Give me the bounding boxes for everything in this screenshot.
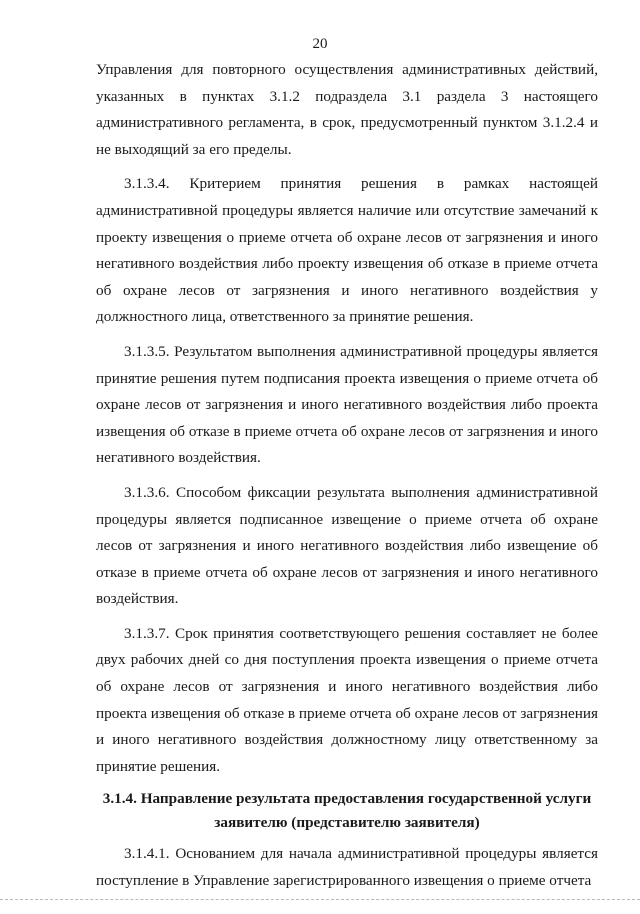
document-body <box>96 57 598 895</box>
paragraph-3-1-3-6: 3.1.3.6. Способом фиксации результата выполнения административной процедуры является подписанное извещение о приеме отчета об охране лесов от загрязнения и иного негативного воздействия либо извещение об отказе в приеме отчета об охране лесов от загрязнения и иного негативного воздействия. <box>96 483 598 608</box>
paragraph-3-1-3-4: 3.1.3.4. Критерием принятия решения в рамках настоящей административной процедуры является наличие или отсутствие замечаний к проекту извещения о приеме отчета об охране лесов от загрязнения и иного негативного воздействия либо проекту извещения об отказе в приеме отчета об охране лесов от загрязнения и иного негативного воздействия у должностного лица, ответственного за принятие решения. <box>96 175 598 326</box>
paragraph-3-1-3-7: 3.1.3.7. Срок принятия соответствующего решения составляет не более двух рабочих дней со дня поступления проекта извещения о приеме отчета об охране лесов от загрязнения и иного негативного воздействия либо проекта извещения об отказе в приеме отчета об охране лесов от загрязнения и иного негативного воздействия должностному лицу ответственному за принятие решения. <box>96 624 598 775</box>
scan-bottom-edge <box>0 899 640 900</box>
paragraph-3-1-4-1: 3.1.4.1. Основанием для начала административной процедуры является поступление в Управление зарегистрированного извещения о приеме отчета <box>96 845 598 890</box>
paragraph-continuation: Управления для повторного осуществления административных действий, указанных в пунктах 3.1.2 подраздела 3.1 раздела 3 настоящего административного регламента, в срок, предусмотренный пунктом 3.1.2.4 и не выходящий за его пределы. <box>96 61 598 158</box>
paragraph-3-1-3-5: 3.1.3.5. Результатом выполнения административной процедуры является принятие решения путем подписания проекта извещения о приеме отчета об охране лесов от загрязнения и иного негативного воздействия либо проекта извещения об отказе в приеме отчета об охране лесов от загрязнения и иного негативного воздействия. <box>96 342 598 467</box>
section-heading-3-1-4: 3.1.4. Направление результата предоставления государственной услуги заявителю (представителю заявителя) <box>102 790 592 832</box>
page-number: 20 <box>312 36 328 52</box>
